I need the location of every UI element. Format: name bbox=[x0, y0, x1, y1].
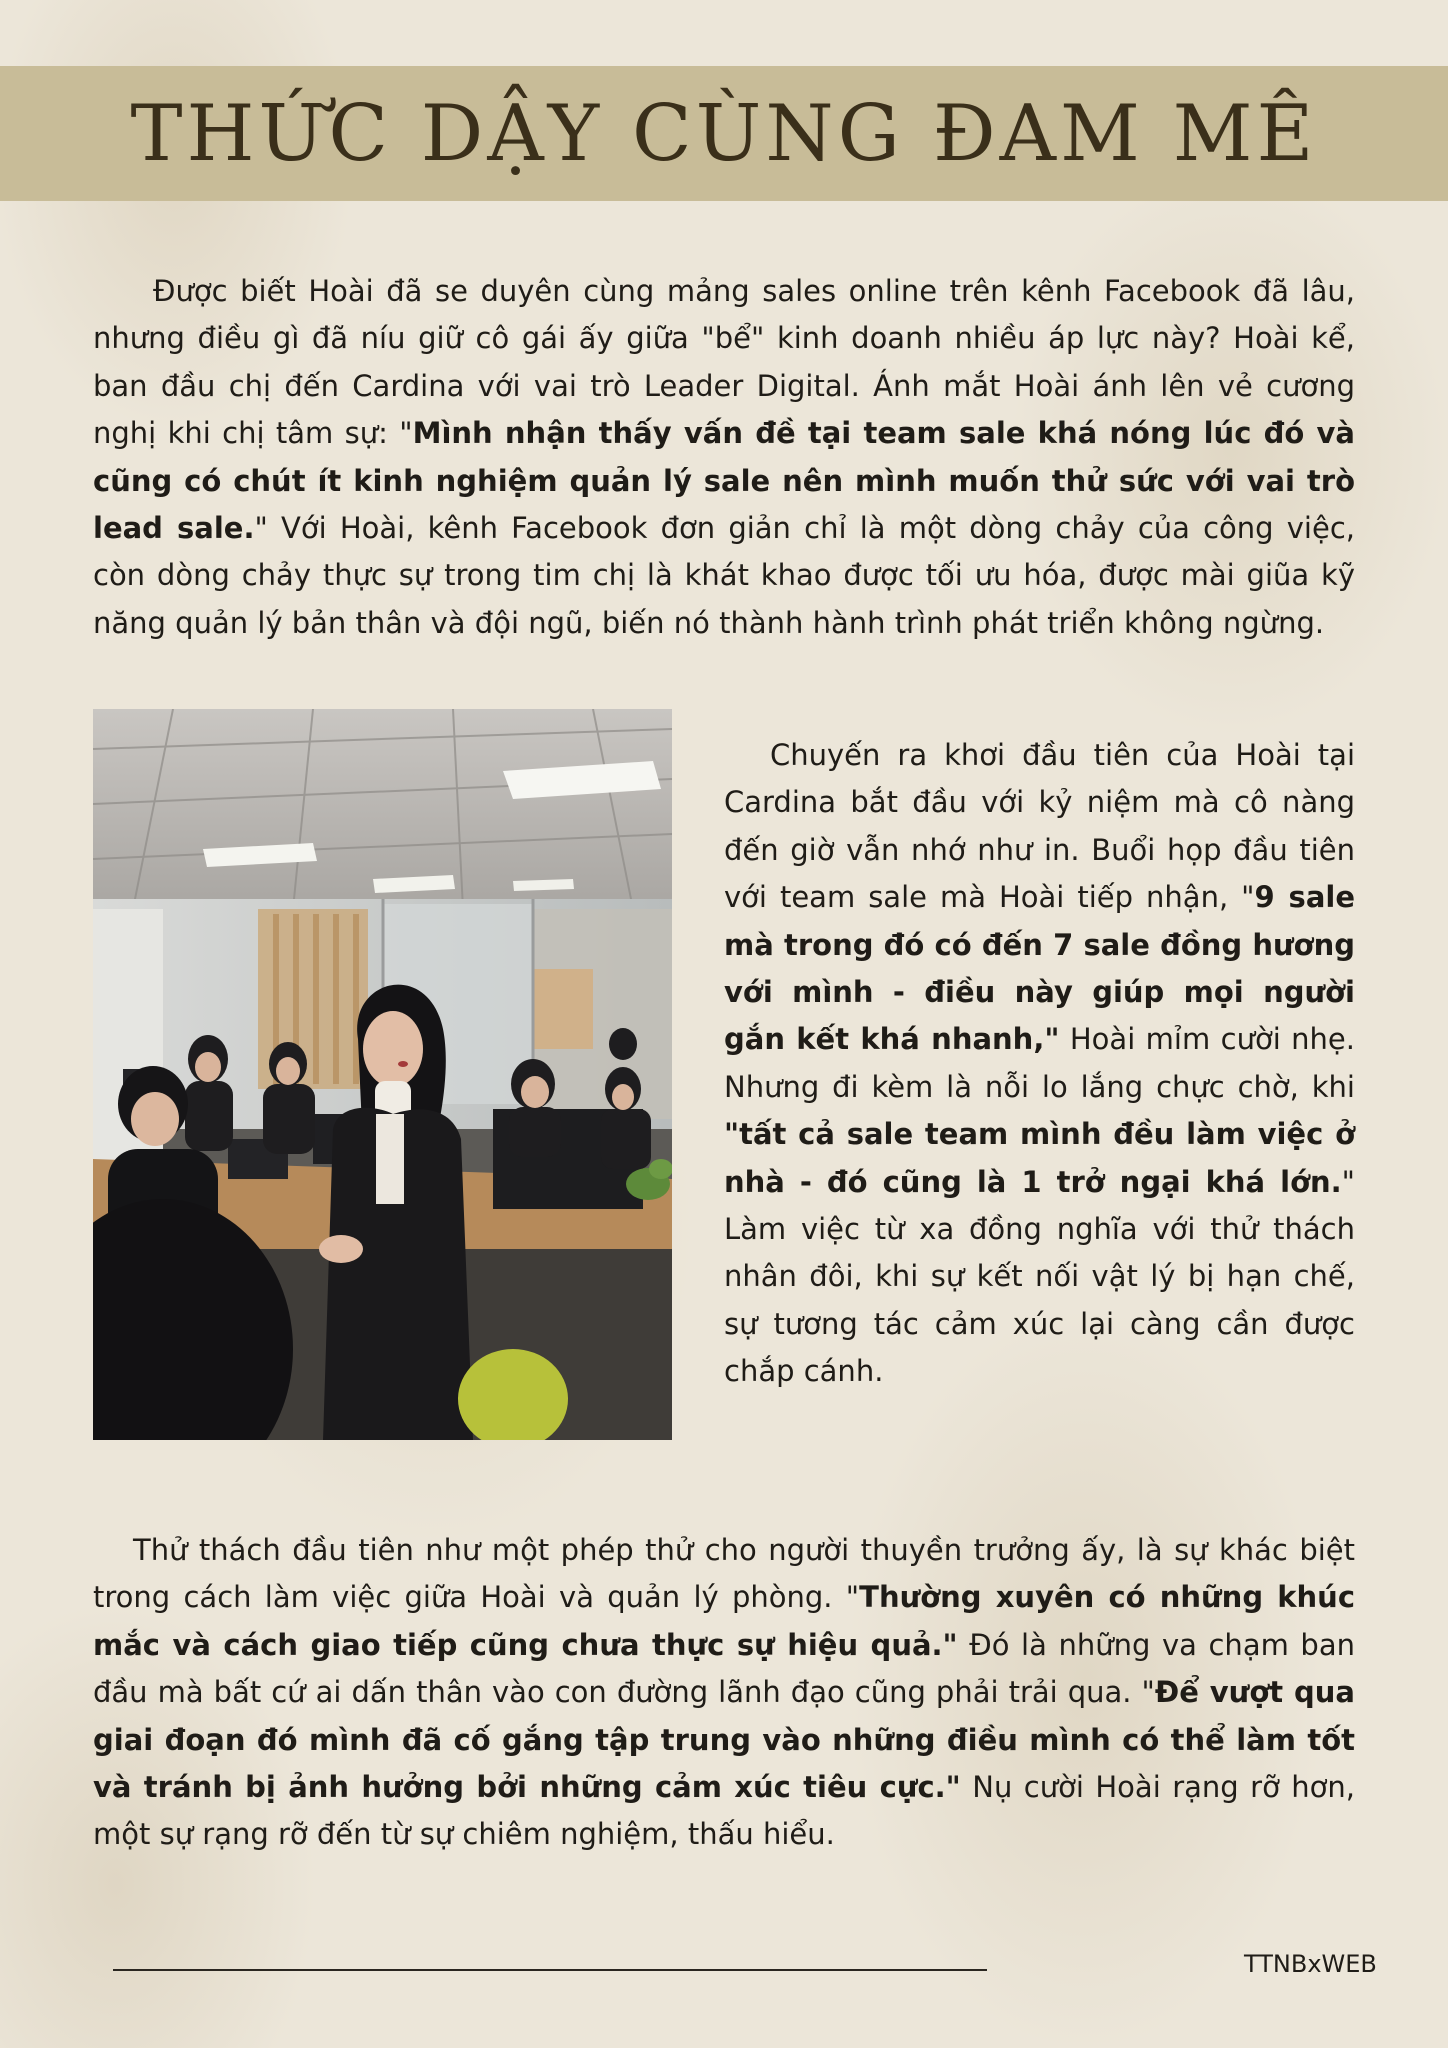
office-photo-illustration bbox=[93, 709, 672, 1440]
paragraph-segment: Chuyến ra khơi đầu tiên của Hoài tại Cardina bắt đầu với kỷ niệm mà cô nàng đến giờ vẫn nhớ như in. Buổi họp đầu tiên với team sale mà Hoài tiếp nhận, " bbox=[724, 738, 1355, 915]
paragraph-first-voyage bbox=[724, 732, 1355, 1396]
paragraph-quote: 9 sale mà trong đó có đến 7 sale đồng hương với mình - điều này giúp mọi người gắn kết khá nhanh," bbox=[724, 880, 1355, 1057]
title-banner bbox=[0, 66, 1448, 201]
paragraph-segment: Được biết Hoài đã se duyên cùng mảng sales online trên kênh Facebook đã lâu, nhưng điều gì đã níu giữ cô gái ấy giữa "bể" kinh doanh nhiều áp lực này? Hoài kể, ban đầu chị đến Cardina với vai trò Leader Digital. Ánh mắt Hoài ánh lên vẻ cương nghị khi chị tâm sự: " bbox=[93, 274, 1355, 451]
paragraph-quote: "tất cả sale team mình đều làm việc ở nhà - đó cũng là 1 trở ngại khá lớn. bbox=[724, 1117, 1355, 1199]
paragraph-segment: Hoài mỉm cười nhẹ. Nhưng đi kèm là nỗi lo lắng chực chờ, khi bbox=[724, 1022, 1355, 1104]
paragraph-first-challenge bbox=[93, 1527, 1355, 1859]
paragraph-quote: Thường xuyên có những khúc mắc và cách giao tiếp cũng chưa thực sự hiệu quả." bbox=[93, 1580, 1356, 1662]
paragraph-quote: Mình nhận thấy vấn đề tại team sale khá nóng lúc đó và cũng có chút ít kinh nghiệm quản lý sale nên mình muốn thử sức với vai trò lead sale. bbox=[93, 416, 1355, 546]
paragraph-quote: Để vượt qua giai đoạn đó mình đã cố gắng tập trung vào những điều mình có thể làm tốt và tránh bị ảnh hưởng bởi những cảm xúc tiêu cực." bbox=[93, 1675, 1355, 1805]
paragraph-segment: Thử thách đầu tiên như một phép thử cho người thuyền trưởng ấy, là sự khác biệt trong cách làm việc giữa Hoài và quản lý phòng. " bbox=[93, 1533, 1355, 1615]
paragraph-segment: Nụ cười Hoài rạng rỡ hơn, một sự rạng rỡ đến từ sự chiêm nghiệm, thấu hiểu. bbox=[93, 1770, 1355, 1852]
footer-brand: TTNBxWEB bbox=[1244, 1950, 1377, 1978]
footer-divider bbox=[113, 1969, 987, 1971]
paragraph-segment: " Làm việc từ xa đồng nghĩa với thử thách nhân đôi, khi sự kết nối vật lý bị hạn chế, sự tương tác cảm xúc lại càng cần được chắp cánh. bbox=[724, 1164, 1355, 1389]
page-title: THỨC DẬY CÙNG ĐAM MÊ bbox=[130, 88, 1318, 179]
paragraph-intro bbox=[93, 268, 1355, 647]
paragraph-segment: Đó là những va chạm ban đầu mà bất cứ ai dấn thân vào con đường lãnh đạo cũng phải trải qua. " bbox=[93, 1627, 1355, 1710]
office-team-photo bbox=[93, 709, 672, 1440]
paragraph-segment: " Với Hoài, kênh Facebook đơn giản chỉ là một dòng chảy của công việc, còn dòng chảy thực sự trong tim chị là khát khao được tối ưu hóa, được mài giũa kỹ năng quản lý bản thân và đội ngũ, biến nó thành hành trình phát triển không ngừng. bbox=[93, 511, 1355, 640]
